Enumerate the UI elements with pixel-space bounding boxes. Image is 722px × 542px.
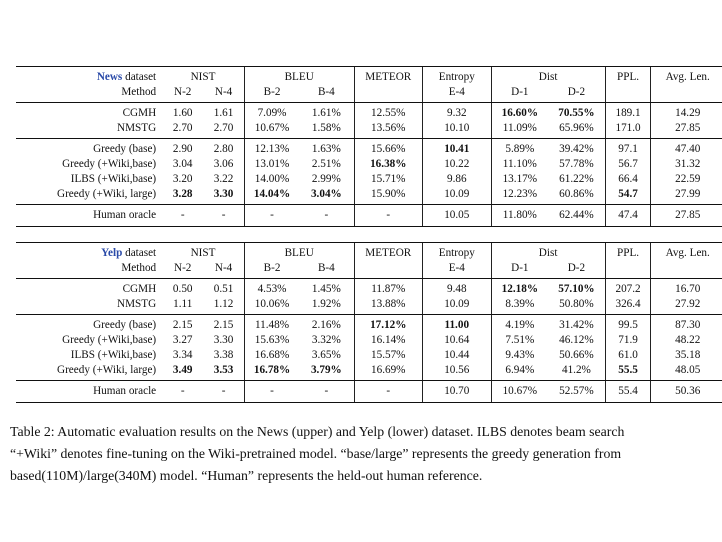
value-cell: 1.61% [311, 107, 341, 119]
method-cell: NMSTG [16, 297, 162, 315]
value-cell: 56.7 [605, 157, 651, 172]
method-header: Method [16, 85, 162, 103]
value-cell: 1.61 [213, 107, 234, 119]
table-row [16, 172, 722, 187]
value-cell: 3.20 [172, 173, 193, 185]
value-cell: 11.09% [491, 121, 548, 139]
subheader-cell [651, 261, 722, 279]
header-group: NIST [162, 243, 244, 262]
value-cell: 1.11 [162, 297, 203, 315]
yelp-tbody [16, 243, 722, 403]
value-cell: 31.32 [651, 157, 722, 172]
value-cell: 3.30 [213, 334, 234, 346]
value-cell: 9.48 [423, 279, 492, 298]
value-cell: 10.67% [491, 381, 548, 403]
value-cell: 65.96% [548, 121, 605, 139]
header-group: Dist [491, 243, 605, 262]
value-cell: 7.51% [491, 333, 548, 348]
value-cell: 16.38% [354, 157, 423, 172]
value-cell: 66.4 [605, 172, 651, 187]
value-cell: 3.32% [311, 334, 341, 346]
method-cell: Greedy (+Wiki, large) [16, 187, 162, 205]
caption-line: “+Wiki” denotes fine-tuning on the Wiki-pretrained model. “base/large” represents the greedy generation from [10, 446, 622, 461]
method-cell: Greedy (+Wiki, large) [16, 363, 162, 381]
value-cell: 14.29 [651, 103, 722, 122]
method-cell: ILBS (+Wiki,base) [70, 173, 157, 185]
table-row [16, 187, 722, 205]
value-cell: 27.99 [651, 187, 722, 205]
subheader-cell: D-2 [548, 261, 605, 279]
value-cell: 16.60% [491, 103, 548, 122]
value-cell: 41.2% [548, 363, 605, 381]
value-cell: 71.9 [605, 333, 651, 348]
value-cell: 6.94% [491, 363, 548, 381]
value-cell: 9.32 [423, 103, 492, 122]
value-cell: 3.06 [213, 158, 234, 170]
value-cell: 2.15 [172, 319, 193, 331]
value-cell: 52.57% [548, 381, 605, 403]
value-cell: 47.40 [651, 139, 722, 158]
subheader-cell: B-2 [244, 85, 299, 103]
value-cell: 2.99% [311, 173, 341, 185]
subheader-cell [354, 261, 423, 279]
value-cell: - [299, 205, 354, 227]
table-row [16, 103, 722, 122]
results-table-yelp [16, 242, 722, 403]
header-group: METEOR [354, 243, 423, 262]
value-cell: 0.51 [213, 283, 234, 295]
value-cell: 189.1 [605, 103, 651, 122]
value-cell: 3.38 [213, 349, 234, 361]
subheader-cell: N-4 [203, 85, 244, 103]
subheader-cell: N-4 [203, 261, 244, 279]
value-cell: 10.05 [423, 205, 492, 227]
value-cell: 2.15 [213, 319, 234, 331]
value-cell: 10.56 [423, 363, 492, 381]
value-cell: 5.89% [491, 139, 548, 158]
value-cell: 4.19% [491, 315, 548, 334]
value-cell: 50.36 [651, 381, 722, 403]
value-cell: - [354, 205, 423, 227]
value-cell: 12.13% [244, 139, 299, 158]
value-cell: 15.63% [244, 333, 299, 348]
value-cell: 54.7 [605, 187, 651, 205]
news-tbody [16, 67, 722, 227]
value-cell: 10.44 [423, 348, 492, 363]
method-cell: Greedy (base) [93, 143, 157, 155]
header-group: Avg. Len. [651, 67, 722, 86]
subheader-cell: D-2 [548, 85, 605, 103]
value-cell: 3.04% [299, 187, 354, 205]
subheader-row [16, 261, 722, 279]
method-cell: Greedy (+Wiki,base) [62, 158, 157, 170]
header-group: Entropy [423, 243, 492, 262]
value-cell: 2.16% [311, 319, 341, 331]
header-row [16, 243, 722, 262]
value-cell: 11.48% [244, 315, 299, 334]
value-cell: 11.00 [423, 315, 492, 334]
value-cell: 10.09 [423, 187, 492, 205]
value-cell: 3.27 [172, 334, 193, 346]
value-cell: 0.50 [172, 283, 193, 295]
header-group: Dist [491, 67, 605, 86]
value-cell: 11.87% [354, 279, 423, 298]
value-cell: 31.42% [559, 319, 594, 331]
value-cell: 3.30 [203, 187, 244, 205]
value-cell: 70.55% [558, 107, 595, 119]
value-cell: 10.06% [244, 297, 299, 315]
value-cell: 13.56% [354, 121, 423, 139]
value-cell: 16.68% [244, 348, 299, 363]
value-cell: 9.43% [491, 348, 548, 363]
value-cell: 13.17% [491, 172, 548, 187]
value-cell: 15.90% [354, 187, 423, 205]
value-cell: 61.0 [605, 348, 651, 363]
value-cell: 2.80 [213, 143, 234, 155]
value-cell: 13.88% [354, 297, 423, 315]
value-cell: 55.4 [605, 381, 651, 403]
method-cell: Greedy (base) [93, 319, 157, 331]
value-cell: 48.22 [651, 333, 722, 348]
subheader-cell: E-4 [423, 261, 492, 279]
subheader-cell: N-2 [162, 261, 203, 279]
value-cell: - [244, 381, 299, 403]
value-cell: 15.66% [354, 139, 423, 158]
value-cell: 10.41 [423, 139, 492, 158]
header-group: PPL. [605, 243, 651, 262]
value-cell: - [162, 381, 203, 403]
value-cell: 2.70 [203, 121, 244, 139]
value-cell: 2.51% [311, 158, 341, 170]
header-row [16, 67, 722, 86]
header-group: METEOR [354, 67, 423, 86]
value-cell: 14.00% [244, 172, 299, 187]
value-cell: - [299, 381, 354, 403]
value-cell: 10.70 [423, 381, 492, 403]
value-cell: 15.71% [354, 172, 423, 187]
table-row [16, 363, 722, 381]
header-group: NIST [162, 67, 244, 86]
value-cell: 48.05 [651, 363, 722, 381]
table-row [16, 297, 722, 315]
value-cell: 99.5 [605, 315, 651, 334]
header-group: BLEU [244, 243, 354, 262]
method-cell: CGMH [122, 107, 157, 119]
value-cell: 3.79% [299, 363, 354, 381]
value-cell: 10.67% [244, 121, 299, 139]
value-cell: 39.42% [559, 143, 594, 155]
value-cell: 27.85 [651, 121, 722, 139]
method-cell: ILBS (+Wiki,base) [70, 349, 157, 361]
header-group: Avg. Len. [651, 243, 722, 262]
oracle-row [16, 381, 722, 403]
subheader-row [16, 85, 722, 103]
method-cell: Human oracle [16, 381, 162, 403]
value-cell: - [244, 205, 299, 227]
subheader-cell: D-1 [491, 85, 548, 103]
value-cell: 97.1 [605, 139, 651, 158]
value-cell: - [354, 381, 423, 403]
value-cell: 16.69% [354, 363, 423, 381]
value-cell: 1.92% [299, 297, 354, 315]
method-cell: CGMH [122, 283, 157, 295]
dataset-label: Yelp dataset [16, 243, 162, 262]
subheader-cell [605, 261, 651, 279]
value-cell: 10.22 [423, 157, 492, 172]
method-cell: Human oracle [16, 205, 162, 227]
value-cell: 10.09 [423, 297, 492, 315]
subheader-cell [605, 85, 651, 103]
value-cell: 27.85 [651, 205, 722, 227]
value-cell: 12.23% [491, 187, 548, 205]
value-cell: 2.90 [172, 143, 193, 155]
value-cell: 50.80% [548, 297, 605, 315]
value-cell: - [203, 381, 244, 403]
table-row [16, 139, 722, 158]
table-row [16, 315, 722, 334]
method-cell: Greedy (+Wiki,base) [62, 334, 157, 346]
value-cell: 3.53 [203, 363, 244, 381]
value-cell: 27.92 [651, 297, 722, 315]
dataset-label: News dataset [16, 67, 162, 86]
table-caption [10, 421, 722, 487]
subheader-cell: E-4 [423, 85, 492, 103]
value-cell: 14.04% [244, 187, 299, 205]
table-row [16, 157, 722, 172]
value-cell: 57.10% [558, 283, 595, 295]
subheader-cell [651, 85, 722, 103]
value-cell: 326.4 [605, 297, 651, 315]
value-cell: 3.49 [162, 363, 203, 381]
table-row [16, 348, 722, 363]
value-cell: 207.2 [605, 279, 651, 298]
header-group: BLEU [244, 67, 354, 86]
value-cell: 4.53% [244, 279, 299, 298]
value-cell: 17.12% [354, 315, 423, 334]
value-cell: 1.45% [311, 283, 341, 295]
value-cell: 1.12 [203, 297, 244, 315]
value-cell: 3.04 [172, 158, 193, 170]
subheader-cell: B-4 [299, 261, 354, 279]
subheader-cell: D-1 [491, 261, 548, 279]
value-cell: 3.28 [162, 187, 203, 205]
value-cell: 12.55% [354, 103, 423, 122]
header-group: PPL. [605, 67, 651, 86]
value-cell: - [203, 205, 244, 227]
value-cell: 1.63% [311, 143, 341, 155]
value-cell: 11.10% [491, 157, 548, 172]
value-cell: 16.78% [244, 363, 299, 381]
value-cell: 2.70 [162, 121, 203, 139]
value-cell: 12.18% [491, 279, 548, 298]
table-row [16, 121, 722, 139]
value-cell: 35.18 [651, 348, 722, 363]
value-cell: 3.65% [311, 349, 341, 361]
value-cell: 87.30 [651, 315, 722, 334]
value-cell: 1.58% [299, 121, 354, 139]
value-cell: 16.14% [354, 333, 423, 348]
value-cell: 47.4 [605, 205, 651, 227]
value-cell: 16.70 [651, 279, 722, 298]
value-cell: 62.44% [548, 205, 605, 227]
value-cell: 11.80% [491, 205, 548, 227]
table-row [16, 333, 722, 348]
value-cell: 1.60 [172, 107, 193, 119]
results-table-news [16, 66, 722, 227]
method-header: Method [16, 261, 162, 279]
table-row [16, 279, 722, 298]
value-cell: 50.66% [559, 349, 594, 361]
caption-line: Table 2: Automatic evaluation results on the News (upper) and Yelp (lower) dataset. ILBS denotes beam search [10, 424, 625, 439]
caption-line: based(110M)/large(340M) model. “Human” represents the held-out human reference. [10, 468, 483, 483]
value-cell: 3.34 [172, 349, 193, 361]
oracle-row [16, 205, 722, 227]
value-cell: 13.01% [244, 157, 299, 172]
value-cell: 22.59 [651, 172, 722, 187]
subheader-cell [354, 85, 423, 103]
subheader-cell: N-2 [162, 85, 203, 103]
value-cell: 46.12% [559, 334, 594, 346]
value-cell: 61.22% [559, 173, 594, 185]
subheader-cell: B-4 [299, 85, 354, 103]
value-cell: 3.22 [213, 173, 234, 185]
method-cell: NMSTG [16, 121, 162, 139]
value-cell: - [162, 205, 203, 227]
value-cell: 10.64 [423, 333, 492, 348]
header-group: Entropy [423, 67, 492, 86]
value-cell: 171.0 [605, 121, 651, 139]
value-cell: 10.10 [423, 121, 492, 139]
value-cell: 57.78% [559, 158, 594, 170]
value-cell: 9.86 [423, 172, 492, 187]
value-cell: 55.5 [605, 363, 651, 381]
value-cell: 8.39% [491, 297, 548, 315]
subheader-cell: B-2 [244, 261, 299, 279]
value-cell: 7.09% [244, 103, 299, 122]
value-cell: 15.57% [354, 348, 423, 363]
value-cell: 60.86% [548, 187, 605, 205]
